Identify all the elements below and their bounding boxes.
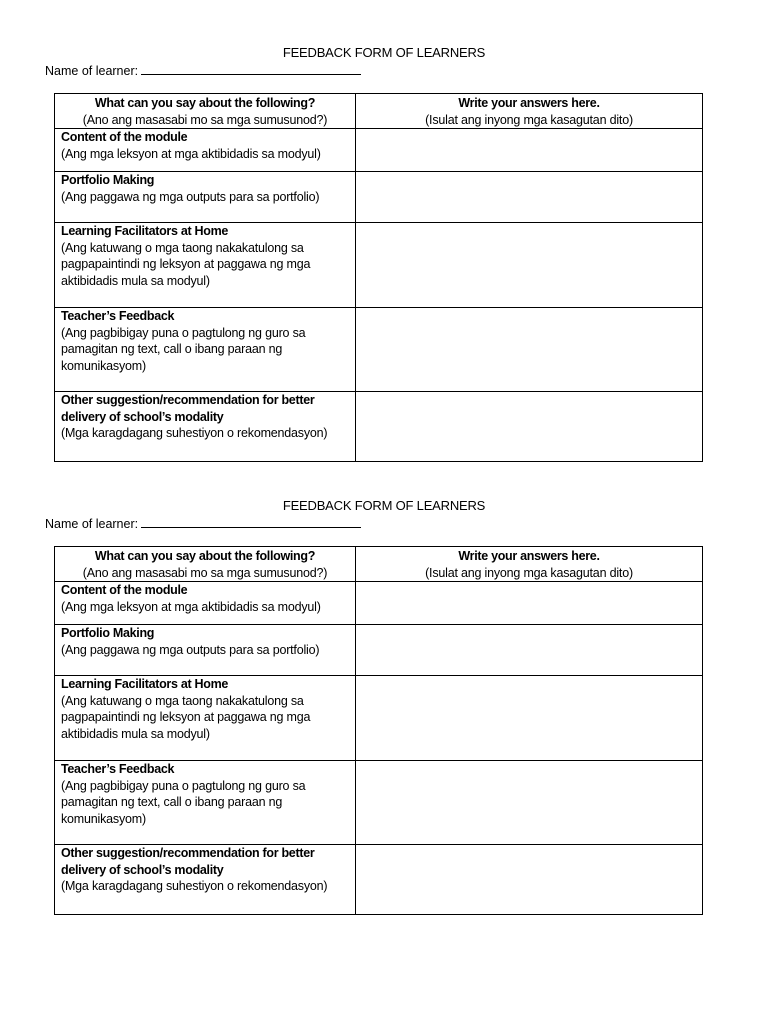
row-title: Content of the module: [61, 130, 188, 145]
learner-name-label: Name of learner:: [45, 517, 139, 531]
table-row: [55, 129, 703, 172]
answer-cell[interactable]: [356, 582, 703, 625]
row-description: (Ang paggawa ng mga outputs para sa portfolio): [61, 189, 320, 204]
answer-cell[interactable]: [356, 172, 703, 223]
form-title: FEEDBACK FORM OF LEARNERS: [282, 498, 486, 513]
question-header-title: What can you say about the following?: [94, 96, 316, 110]
row-question: [55, 392, 356, 462]
feedback-table: [54, 546, 703, 915]
table-row: [55, 761, 703, 845]
row-description: (Ang paggawa ng mga outputs para sa portfolio): [61, 642, 320, 657]
answer-header: [356, 547, 703, 582]
row-question: [55, 582, 356, 625]
table-row: [55, 676, 703, 761]
answer-cell[interactable]: [356, 392, 703, 462]
table-row: [55, 223, 703, 308]
table-row: [55, 582, 703, 625]
row-question: [55, 845, 356, 915]
row-question: [55, 625, 356, 676]
row-description: (Ang katuwang o mga taong nakakatulong sa pagpapaintindi ng leksyon at paggawa ng mga aktibidadis mula sa modyul): [61, 693, 311, 741]
table-header-row: [55, 547, 703, 582]
answer-cell[interactable]: [356, 625, 703, 676]
row-question: [55, 129, 356, 172]
table-row: [55, 845, 703, 915]
row-question: [55, 172, 356, 223]
answer-header-title: Write your answers here.: [458, 96, 600, 110]
row-title: Content of the module: [61, 583, 188, 598]
question-header: [55, 547, 356, 582]
answer-header-subtitle: (Isulat ang inyong mga kasagutan dito): [425, 565, 633, 580]
row-question: [55, 761, 356, 845]
learner-name-row: [45, 515, 361, 533]
question-header-subtitle: (Ano ang masasabi mo sa mga sumusunod?): [82, 112, 328, 127]
table-header-row: [55, 94, 703, 129]
row-title: Other suggestion/recommendation for better delivery of school’s modality: [61, 846, 315, 877]
row-title: Portfolio Making: [61, 173, 155, 188]
answer-cell[interactable]: [356, 845, 703, 915]
answer-cell[interactable]: [356, 761, 703, 845]
row-description: (Ang mga leksyon at mga aktibidadis sa modyul): [61, 599, 321, 614]
table-row: [55, 625, 703, 676]
question-header-title: What can you say about the following?: [94, 549, 316, 563]
answer-cell[interactable]: [356, 676, 703, 761]
row-description: (Ang pagbibigay puna o pagtulong ng guro sa pamagitan ng text, call o ibang paraan ng komunikasyom): [61, 778, 306, 826]
learner-name-row: [45, 62, 361, 80]
answer-header-title: Write your answers here.: [458, 549, 600, 563]
question-header-subtitle: (Ano ang masasabi mo sa mga sumusunod?): [82, 565, 328, 580]
row-description: (Ang katuwang o mga taong nakakatulong sa pagpapaintindi ng leksyon at paggawa ng mga aktibidadis mula sa modyul): [61, 240, 311, 288]
row-title: Portfolio Making: [61, 626, 155, 641]
row-title: Teacher’s Feedback: [61, 762, 175, 777]
row-title: Learning Facilitators at Home: [61, 677, 229, 692]
table-row: [55, 392, 703, 462]
row-title: Learning Facilitators at Home: [61, 224, 229, 239]
row-question: [55, 223, 356, 308]
answer-cell[interactable]: [356, 223, 703, 308]
learner-name-label: Name of learner:: [45, 64, 139, 78]
feedback-table: [54, 93, 703, 462]
answer-header-subtitle: (Isulat ang inyong mga kasagutan dito): [425, 112, 633, 127]
table-row: [55, 308, 703, 392]
row-question: [55, 308, 356, 392]
answer-cell[interactable]: [356, 308, 703, 392]
form-title: FEEDBACK FORM OF LEARNERS: [282, 45, 486, 60]
table-row: [55, 172, 703, 223]
row-title: Other suggestion/recommendation for better delivery of school’s modality: [61, 393, 315, 424]
row-description: (Mga karagdagang suhestiyon o rekomendasyon): [61, 426, 328, 441]
row-question: [55, 676, 356, 761]
answer-cell[interactable]: [356, 129, 703, 172]
row-description: (Ang mga leksyon at mga aktibidadis sa modyul): [61, 146, 321, 161]
row-title: Teacher’s Feedback: [61, 309, 175, 324]
row-description: (Mga karagdagang suhestiyon o rekomendasyon): [61, 879, 328, 894]
answer-header: [356, 94, 703, 129]
question-header: [55, 94, 356, 129]
row-description: (Ang pagbibigay puna o pagtulong ng guro sa pamagitan ng text, call o ibang paraan ng komunikasyom): [61, 325, 306, 373]
learner-name-field[interactable]: [141, 515, 361, 528]
learner-name-field[interactable]: [141, 62, 361, 75]
